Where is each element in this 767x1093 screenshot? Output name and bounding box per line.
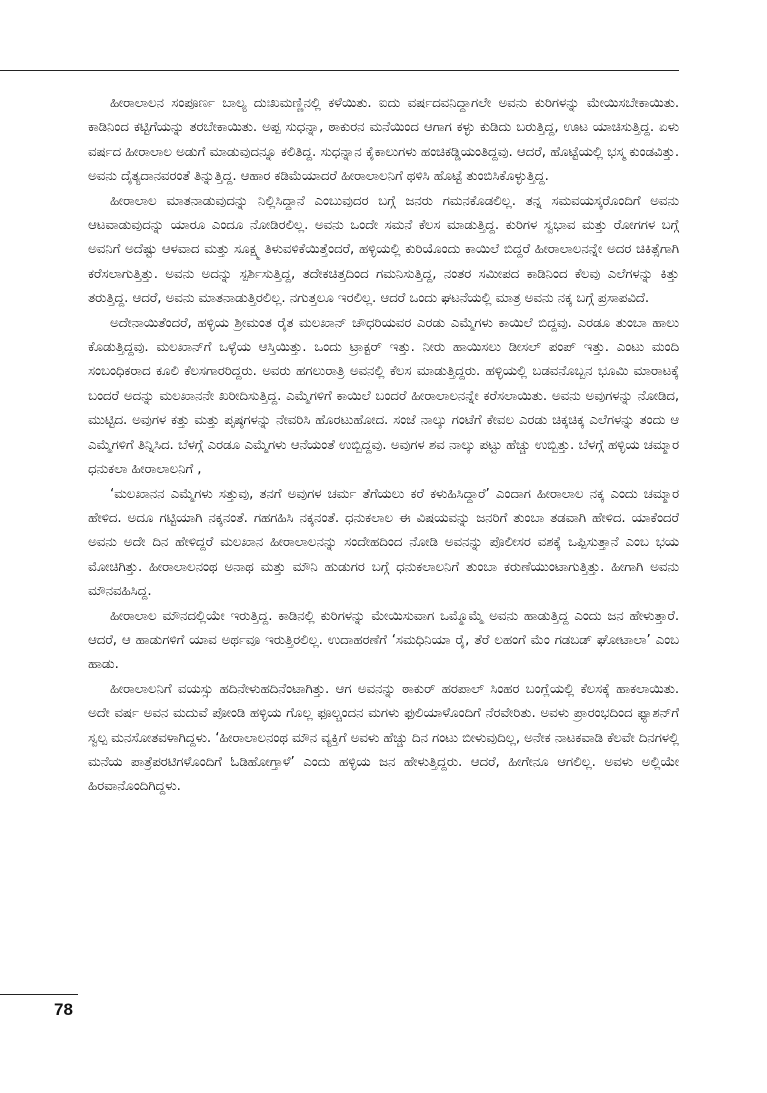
paragraph: ಹೀರಾಲಾಲ ಮಾತನಾಡುವುದನ್ನು ನಿಲ್ಲಿಸಿದ್ದಾನೆ ಎಂಬುವುದರ ಬಗ್ಗೆ ಜನರು ಗಮನಕೊಡಲಿಲ್ಲ. ತನ್ನ ಸಮವಯಸ್ಕರೊಂದಿಗೆ ಅವನು ಆಟವಾಡುವುದನ್ನು ಯಾರೂ ಎಂದೂ ನೋಡಿರಲಿಲ್ಲ. ಅವನು ಒಂದೇ ಸಮನೆ ಕೆಲಸ ಮಾಡುತ್ತಿದ್ದ. ಕುರಿಗಳ ಸ್ವಭಾವ ಮತ್ತು ರೋಗಗಳ ಬಗ್ಗೆ ಅವನಿಗೆ ಅದೆಷ್ಟು ಆಳವಾದ ಮತ್ತು ಸೂಕ್ಷ್ಮ ತಿಳುವಳಿಕೆಯಿತ್ತೆಂದರೆ, ಹಳ್ಳಿಯಲ್ಲಿ ಕುರಿಯೊಂದು ಕಾಯಿಲೆ ಬಿದ್ದರೆ ಹೀರಾಲಾಲನನ್ನೇ ಅದರ ಚಿಕಿತ್ಸೆಗಾಗಿ ಕರೆಸಲಾಗುತ್ತಿತ್ತು. ಅವನು ಅದನ್ನು ಸ್ಪರ್ಶಿಸುತ್ತಿದ್ದ, ತದೇಕಚಿತ್ತದಿಂದ ಗಮನಿಸುತ್ತಿದ್ದ, ನಂತರ ಸಮೀಪದ ಕಾಡಿನಿಂದ ಕೆಲವು ಎಲೆಗಳನ್ನು ಕಿತ್ತು ತರುತ್ತಿದ್ದ. ಆದರೆ, ಅವನು ಮಾತನಾಡುತ್ತಿರಲಿಲ್ಲ. ನಗುತ್ತಲೂ ಇರಲಿಲ್ಲ. ಆದರೆ ಒಂದು ಘಟನೆಯಲ್ಲಿ ಮಾತ್ರ ಅವನು ನಕ್ಕ ಬಗ್ಗೆ ಪ್ರಸಾಪವಿದೆ. [88, 193, 679, 307]
paragraph: ಹೀರಾಲಾಲನ ಸಂಪೂರ್ಣ ಬಾಲ್ಯ ದುಃಖಮಣ್ಣಿನಲ್ಲಿ ಕಳೆಯಿತು. ಐದು ವರ್ಷದವನಿದ್ದಾಗಲೇ ಅವನು ಕುರಿಗಳನ್ನು ಮೇಯಿಸಬೇಕಾಯಿತು. ಕಾಡಿನಿಂದ ಕಟ್ಟಿಗೆಯನ್ನು ತರಬೇಕಾಯಿತು. ಅಪ್ಪ ಸುಧನ್ನಾ, ಠಾಕುರನ ಮನೆಯಿಂದ ಆಗಾಗ ಕಳ್ಳು ಕುಡಿದು ಬರುತ್ತಿದ್ದ, ಊಟ ಯಾಚಿಸುತ್ತಿದ್ದ. ಏಳು ವರ್ಷದ ಹೀರಾಲಾಲ ಅಡುಗೆ ಮಾಡುವುದನ್ನೂ ಕಲಿತಿದ್ದ. ಸುಧನ್ನಾನ ಕೈಕಾಲುಗಳು ಹಂಚಿಕಡ್ಡಿಯಂತಿದ್ದವು. ಆದರೆ, ಹೊಟ್ಟೆಯಲ್ಲಿ ಭಸ್ಮ ಕುಂಡವಿತ್ತು. ಅವನು ದೈತ್ಯದಾನವರಂತೆ ತಿನ್ನುತ್ತಿದ್ದ. ಆಹಾರ ಕಡಿಮೆಯಾದರೆ ಹೀರಾಲಾಲನಿಗೆ ಥಳಿಸಿ ಹೊಟ್ಟೆ ತುಂಬಿಸಿಕೊಳ್ಳುತ್ತಿದ್ದ. [88, 96, 679, 185]
footer-rule [0, 994, 78, 995]
paragraph: ಅದೇನಾಯಿತೆಂದರೆ, ಹಳ್ಳಿಯ ಶ್ರೀಮಂತ ರೈತ ಮಲಖಾನ್ ಚೌಧರಿಯವರ ಎರಡು ಎಮ್ಮೆಗಳು ಕಾಯಿಲೆ ಬಿದ್ದವು. ಎರಡೂ ತುಂಬಾ ಹಾಲು ಕೊಡುತ್ತಿದ್ದವು. ಮಲಖಾನ್‌ಗೆ ಒಳ್ಳೆಯ ಆಸ್ತಿಯಿತ್ತು. ಒಂದು ಟ್ರಾಕ್ಟರ್ ಇತ್ತು. ನೀರು ಹಾಯಿಸಲು ಡೀಸಲ್ ಪಂಪ್ ಇತ್ತು. ಎಂಟು ಮಂದಿ ಸಂಬಂಧಿಕರಾದ ಕೂಲಿ ಕೆಲಸಗಾರರಿದ್ದರು. ಅವರು ಹಗಲುರಾತ್ರಿ ಅವನಲ್ಲಿ ಕೆಲಸ ಮಾಡುತ್ತಿದ್ದರು. ಹಳ್ಳಿಯಲ್ಲಿ ಬಡವನೊಬ್ಬನ ಭೂಮಿ ಮಾರಾಟಕ್ಕೆ ಬಂದರೆ ಅದನ್ನು ಮಲಖಾನನೇ ಖರೀದಿಸುತ್ತಿದ್ದ. ಎಮ್ಮೆಗಳಿಗೆ ಕಾಯಿಲೆ ಬಂದರೆ ಹೀರಾಲಾಲನನ್ನೇ ಕರೆಸಲಾಯಿತು. ಅವನು ಅವುಗಳನ್ನು ನೋಡಿದ, ಮುಟ್ಟಿದ. ಅವುಗಳ ಕತ್ತು ಮತ್ತು ಪೃಷ್ಠಗಳನ್ನು ನೇವರಿಸಿ ಹೊರಟುಹೋದ. ಸಂಜೆ ನಾಲ್ಕು ಗಂಟೆಗೆ ಕೇವಲ ಎರಡು ಚಿಕ್ಕಚಿಕ್ಕ ಎಲೆಗಳನ್ನು ತಂದು ಆ ಎಮ್ಮೆಗಳಿಗೆ ತಿನ್ನಿಸಿದ. ಬೆಳಗ್ಗೆ ಎರಡೂ ಎಮ್ಮೆಗಳು ಆನೆಯಂತೆ ಉಬ್ಬಿದ್ದವು. ಅವುಗಳ ಶವ ನಾಲ್ಕು ಪಟ್ಟು ಹೆಚ್ಚು ಉಬ್ಬಿತ್ತು. ಬೆಳಗ್ಗೆ ಹಳ್ಳಿಯ ಚಮ್ಮಾರ ಧನುಕಲಾ ಹೀರಾಲಾಲನಿಗೆ , [88, 315, 679, 478]
top-rule [0, 70, 679, 71]
paragraph: ಹೀರಾಲಾಲ ಮೌನದಲ್ಲಿಯೇ ಇರುತ್ತಿದ್ದ. ಕಾಡಿನಲ್ಲಿ ಕುರಿಗಳನ್ನು ಮೇಯಿಸುವಾಗ ಒಮ್ಮೊಮ್ಮೆ ಅವನು ಹಾಡುತ್ತಿದ್ದ ಎಂದು ಜನ ಹೇಳುತ್ತಾರೆ. ಆದರೆ, ಆ ಹಾಡುಗಳಿಗೆ ಯಾವ ಅರ್ಥವೂ ಇರುತ್ತಿರಲಿಲ್ಲ. ಉದಾಹರಣೆಗೆ ‘ಸಮಧಿನಿಯಾ ರೈ, ತೆರೆ ಲಹಂಗೆ ಮೆಂ ಗಡಬಡ್ ಘೋಟಾಲಾ’ ಎಂಬ ಹಾಡು. [88, 608, 679, 673]
page-number: 78 [54, 1000, 73, 1019]
paragraph: ‘ಮಲಖಾನನ ಎಮ್ಮೆಗಳು ಸತ್ತುವು, ತನಗೆ ಅವುಗಳ ಚರ್ಮ ತೆಗೆಯಲು ಕರೆ ಕಳುಹಿಸಿದ್ದಾರೆ’ ಎಂದಾಗ ಹೀರಾಲಾಲ ನಕ್ಕ ಎಂದು ಚಮ್ಮಾರ ಹೇಳಿದ. ಅದೂ ಗಟ್ಟಿಯಾಗಿ ನಕ್ಕನಂತೆ. ಗಹಗಹಿಸಿ ನಕ್ಕನಂತೆ. ಧನುಕಲಾಲ ಈ ವಿಷಯವನ್ನು ಜನರಿಗೆ ತುಂಬಾ ತಡವಾಗಿ ಹೇಳಿದ. ಯಾಕೆಂದರೆ ಅವನು ಅದೇ ದಿನ ಹೇಳಿದ್ದರೆ ಮಲಖಾನ ಹೀರಾಲಾಲನನ್ನು ಸಂದೇಹದಿಂದ ನೋಡಿ ಅವನನ್ನು ಪೊಲೀಸರ ವಶಕ್ಕೆ ಒಪ್ಪಿಸುತ್ತಾನೆ ಎಂಬ ಭಯ ಮೋಚಿಗಿತ್ತು. ಹೀರಾಲಾಲನಂಥ ಅನಾಥ ಮತ್ತು ಮೌನಿ ಹುಡುಗರ ಬಗ್ಗೆ ಧನುಕಲಾಲನಿಗೆ ತುಂಬಾ ಕರುಣೆಯುಂಟಾಗುತ್ತಿತ್ತು. ಹೀಗಾಗಿ ಅವನು ಮೌನವಹಿಸಿದ್ದ. [88, 486, 679, 600]
paragraph: ಹೀರಾಲಾಲನಿಗೆ ವಯಸ್ಸು ಹದಿನೇಳುಹದಿನೆಂಟಾಗಿತ್ತು. ಆಗ ಅವನನ್ನು ಠಾಕುರ್ ಹರಪಾಲ್ ಸಿಂಹರ ಬಂಗ್ಲೆಯಲ್ಲಿ ಕೆಲಸಕ್ಕೆ ಹಾಕಲಾಯಿತು. ಅದೇ ವರ್ಷ ಅವನ ಮದುವೆ ಪೋಂಡಿ ಹಳ್ಳಿಯ ಗೊಲ್ಲ ಫೂಲ್ಚಂದನ ಮಗಳು ಫುಲಿಯಾಳೊಂದಿಗೆ ನೆರವೇರಿತು. ಅವಳು ಪ್ರಾರಂಭದಿಂದ ಫ್ಯಾಶನ್‌ಗೆ ಸ್ವಲ್ಪ ಮನಸೋತವಳಾಗಿದ್ದಳು. ‘ಹೀರಾಲಾಲನಂಥ ಮೌನ ವ್ಯಕ್ತಿಗೆ ಅವಳು ಹೆಚ್ಚು ದಿನ ಗಂಟು ಬೀಳುವುದಿಲ್ಲ, ಅನೇಕ ನಾಟಕವಾಡಿ ಕೆಲವೇ ದಿನಗಳಲ್ಲಿ ಮನೆಯ ಪಾತ್ರೆಪರಟಿಗಳೊಂದಿಗೆ ಓಡಿಹೋಗ್ತಾಳೆ’ ಎಂದು ಹಳ್ಳಿಯ ಜನ ಹೇಳುತ್ತಿದ್ದರು. ಆದರೆ, ಹೀಗೇನೂ ಆಗಲಿಲ್ಲ. ಅವಳು ಅಲ್ಲಿಯೇ ಹಿರವಾನೊಂದಿಗಿದ್ದಳು. [88, 681, 679, 795]
page-body [88, 92, 679, 800]
